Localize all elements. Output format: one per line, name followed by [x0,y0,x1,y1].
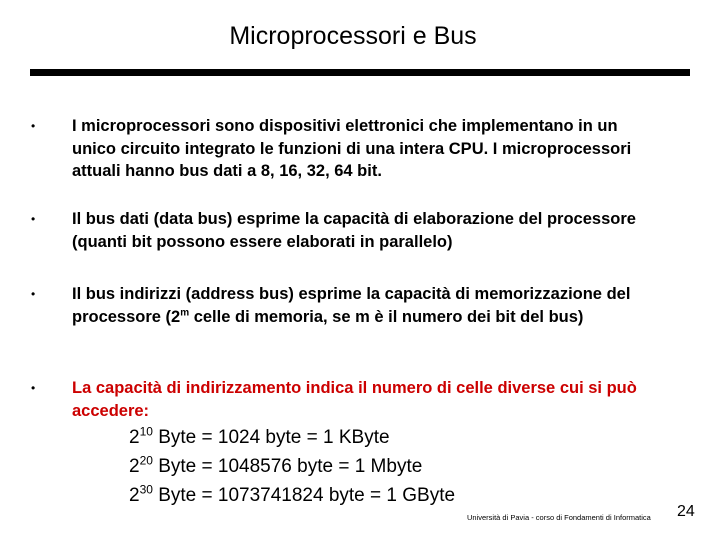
formula-exponent: 20 [139,453,153,468]
page-number: 24 [677,503,695,520]
formula-gbyte [129,484,455,508]
slide-footer: Università di Pavia - corso di Fondamenti di Informatica [467,513,651,522]
bullet-marker: • [31,119,36,133]
slide-title: Microprocessori e Bus [229,22,477,50]
formula-base: 2 [129,485,140,506]
formula-base: 2 [129,427,140,448]
bullet-marker: • [31,212,36,226]
formula-base: 2 [129,456,140,477]
bullet-text-part: celle di memoria, se m è il numero dei bit del bus) [189,307,584,326]
bullet-marker: • [31,381,36,395]
bullet-marker: • [31,287,36,301]
formula-exponent: 30 [139,482,153,497]
formula-mbyte [129,455,422,479]
formula-kbyte [129,426,390,450]
bullet-text-highlighted: La capacità di indirizzamento indica il numero di celle diverse cui si può accedere: [72,379,637,420]
formula-text: Byte = 1048576 byte = 1 Mbyte [152,456,423,477]
bullet-text [72,283,662,328]
formula-exponent: 10 [139,424,153,439]
formula-text: Byte = 1024 byte = 1 KByte [152,427,390,448]
title-divider [30,69,690,76]
bullet-text: I microprocessori sono dispositivi elettronici che implementano in un unico circuito integrato le funzioni di una intera CPU. I microprocessori attuali hanno bus dati a 8, 16, 32, 64 bit. [72,117,632,180]
bullet-text-part: Il bus indirizzi (address bus) esprime la capacità di memorizzazione del processore (2 [72,285,631,326]
superscript-m: m [180,307,190,318]
formula-text: Byte = 1073741824 byte = 1 GByte [152,485,456,506]
bullet-text: Il bus dati (data bus) esprime la capacità di elaborazione del processore (quanti bit possono essere elaborati in parallelo) [72,210,636,251]
